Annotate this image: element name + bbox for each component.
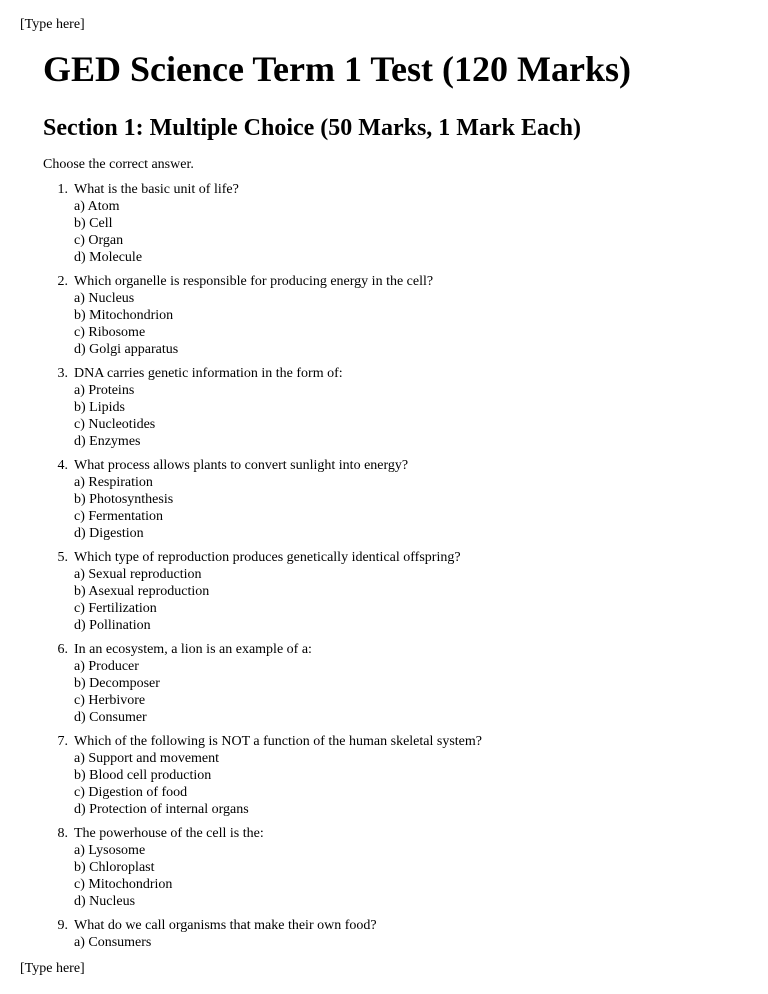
answer-option: a) Respiration xyxy=(74,475,153,490)
answer-option: b) Lipids xyxy=(74,400,125,415)
answer-option: c) Fertilization xyxy=(74,601,157,616)
answer-option: a) Atom xyxy=(74,199,120,214)
question-item xyxy=(43,733,743,818)
answer-option: a) Sexual reproduction xyxy=(74,567,202,582)
answer-option: b) Blood cell production xyxy=(74,768,212,783)
question-item xyxy=(43,641,743,726)
answer-option: b) Mitochondrion xyxy=(74,308,174,323)
question-text: What do we call organisms that make their own food? xyxy=(74,918,377,933)
answer-option: d) Pollination xyxy=(74,618,151,633)
question-text: What is the basic unit of life? xyxy=(74,182,239,197)
question-number: 8. xyxy=(57,826,68,841)
answer-option: a) Consumers xyxy=(74,935,152,950)
question-number: 2. xyxy=(57,274,68,289)
question-text: What process allows plants to convert sunlight into energy? xyxy=(74,458,409,473)
question-item xyxy=(43,365,743,450)
answer-option: d) Consumer xyxy=(74,710,147,725)
page-header: [Type here] xyxy=(20,17,85,32)
answer-option: d) Enzymes xyxy=(74,434,141,449)
answer-option: b) Decomposer xyxy=(74,676,160,691)
question-number: 1. xyxy=(57,182,68,197)
question-number: 5. xyxy=(57,550,68,565)
answer-option: a) Lysosome xyxy=(74,843,146,858)
question-item xyxy=(43,549,743,634)
question-item xyxy=(43,917,743,951)
answer-option: d) Protection of internal organs xyxy=(74,802,249,817)
answer-option: a) Proteins xyxy=(74,383,135,398)
question-number: 3. xyxy=(57,366,68,381)
answer-option: c) Ribosome xyxy=(74,325,146,340)
document-title: GED Science Term 1 Test (120 Marks) xyxy=(43,49,631,89)
answer-option: b) Asexual reproduction xyxy=(74,584,210,599)
question-number: 7. xyxy=(57,734,68,749)
answer-option: c) Nucleotides xyxy=(74,417,156,432)
document-body xyxy=(43,48,743,958)
page-footer: [Type here] xyxy=(20,961,85,976)
answer-option: c) Herbivore xyxy=(74,693,146,708)
question-text: Which of the following is NOT a function of the human skeletal system? xyxy=(74,734,482,749)
answer-option: b) Chloroplast xyxy=(74,860,155,875)
question-number: 9. xyxy=(57,918,68,933)
question-item xyxy=(43,457,743,542)
question-item xyxy=(43,273,743,358)
question-number: 4. xyxy=(57,458,68,473)
answer-option: c) Fermentation xyxy=(74,509,164,524)
answer-option: a) Producer xyxy=(74,659,139,674)
answer-option: a) Support and movement xyxy=(74,751,220,766)
answer-option: b) Photosynthesis xyxy=(74,492,174,507)
question-number: 6. xyxy=(57,642,68,657)
answer-option: c) Digestion of food xyxy=(74,785,188,800)
question-text: The powerhouse of the cell is the: xyxy=(74,826,264,841)
answer-option: d) Molecule xyxy=(74,250,143,265)
question-item xyxy=(43,181,743,266)
question-item xyxy=(43,825,743,910)
question-text: Which type of reproduction produces genetically identical offspring? xyxy=(74,550,461,565)
answer-option: b) Cell xyxy=(74,216,113,231)
answer-option: d) Digestion xyxy=(74,526,144,541)
section-title: Section 1: Multiple Choice (50 Marks, 1 Mark Each) xyxy=(43,115,581,141)
question-text: Which organelle is responsible for producing energy in the cell? xyxy=(74,274,434,289)
answer-option: d) Nucleus xyxy=(74,894,136,909)
answer-option: d) Golgi apparatus xyxy=(74,342,179,357)
answer-option: a) Nucleus xyxy=(74,291,135,306)
question-text: DNA carries genetic information in the form of: xyxy=(74,366,343,381)
instruction-text: Choose the correct answer. xyxy=(43,157,194,172)
question-text: In an ecosystem, a lion is an example of a: xyxy=(74,642,312,657)
answer-option: c) Mitochondrion xyxy=(74,877,173,892)
question-list xyxy=(43,181,743,951)
answer-option: c) Organ xyxy=(74,233,124,248)
